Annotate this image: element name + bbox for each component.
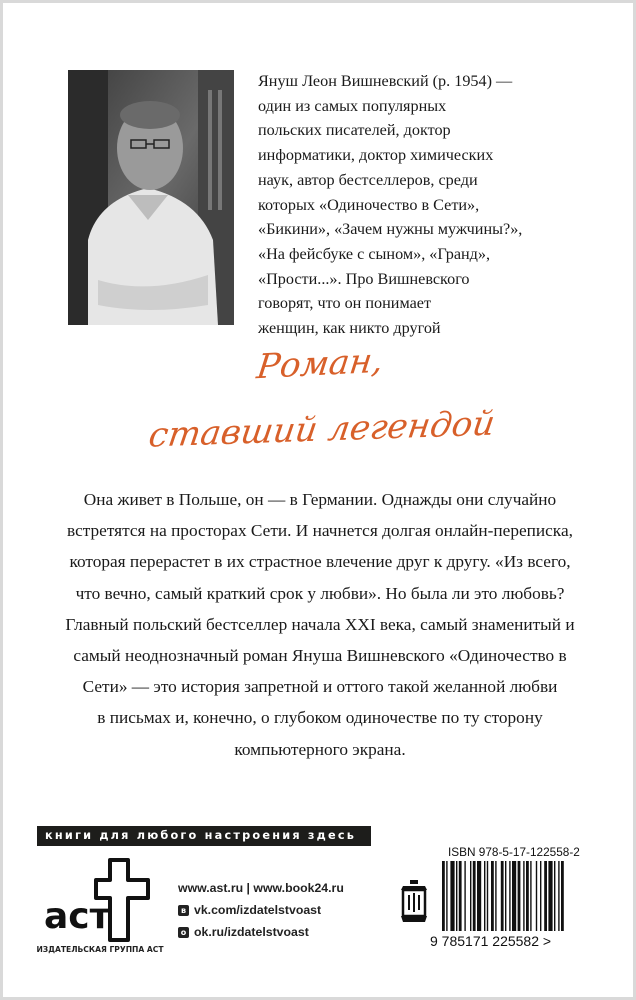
bio-line: один из самых популярных [258,96,447,115]
book-description [60,484,580,765]
tagline-line-1: Роман, [254,340,386,388]
description-line: Сети» — это история запретной и оттого такой желанной любви [82,677,558,697]
bio-line: Януш Леон Вишневский (р. 1954) — [258,72,513,90]
publisher-links [178,877,344,943]
ok-icon: о [178,927,189,938]
ok-row[interactable] [178,921,344,943]
author-portrait-icon [68,70,234,325]
description-line: Главный польский бестселлер начала XXI века, самый знаменитый и [65,614,575,634]
bio-line: «На фейсбуке с сыном», «Гранд», [258,244,491,263]
isbn-text: ISBN 978-5-17-122558-2 [448,845,580,859]
description-line: что вечно, самый краткий срок у любви». Но была ли это любовь? [75,583,565,603]
vk-row[interactable] [178,899,344,921]
author-photo [68,70,234,325]
bio-line: информатики, доктор химических [258,146,494,165]
vk-icon: в [178,905,189,916]
bio-line: «Прости...». Про Вишневского [258,269,470,288]
ok-link[interactable]: ok.ru/izdatelstvoast [194,925,309,939]
bio-line: говорят, что он понимает [258,294,432,313]
barcode-icon [436,861,604,939]
description-line: в письмах и, конечно, о глубоком одиночестве по ту сторону [97,708,543,728]
description-line: встретятся на просторах Сети. И начнется долгая онлайн-переписка, [67,521,573,541]
description-line: компьютерного экрана. [234,739,406,759]
bio-line: наук, автор бестселлеров, среди [258,170,478,189]
ast-logo [40,858,160,942]
publisher-name: ИЗДАТЕЛЬСКАЯ ГРУППА АСТ [36,945,164,954]
description-line: Она живет в Польше, он — в Германии. Однажды они случайно [83,490,557,509]
tagline [146,338,498,456]
logo-text: аст [44,896,111,937]
author-bio [258,69,588,341]
promo-strip: книги для любого настроения здесь [37,826,371,846]
tagline-line-2: ставший легендой [146,403,498,456]
vk-link[interactable]: vk.com/izdatelstvoast [194,903,322,917]
sites-link[interactable]: www.ast.ru | www.book24.ru [178,881,344,895]
description-line: самый неоднозначный роман Януша Вишневского «Одиночество в [73,646,567,666]
bio-line: польских писателей, доктор [258,121,451,140]
bio-line: женщин, как никто другой [258,319,441,338]
ast-logo-icon [40,858,160,942]
bio-line: «Бикини», «Зачем нужны мужчины?», [258,220,523,239]
description-line: которая перерастет в их страстное влечение друг к другу. «Из всего, [69,552,571,572]
bio-line: которых «Одиночество в Сети», [258,195,480,214]
lantern-icon [397,878,431,928]
barcode-digits: 9 785171 225582 > [430,933,552,949]
